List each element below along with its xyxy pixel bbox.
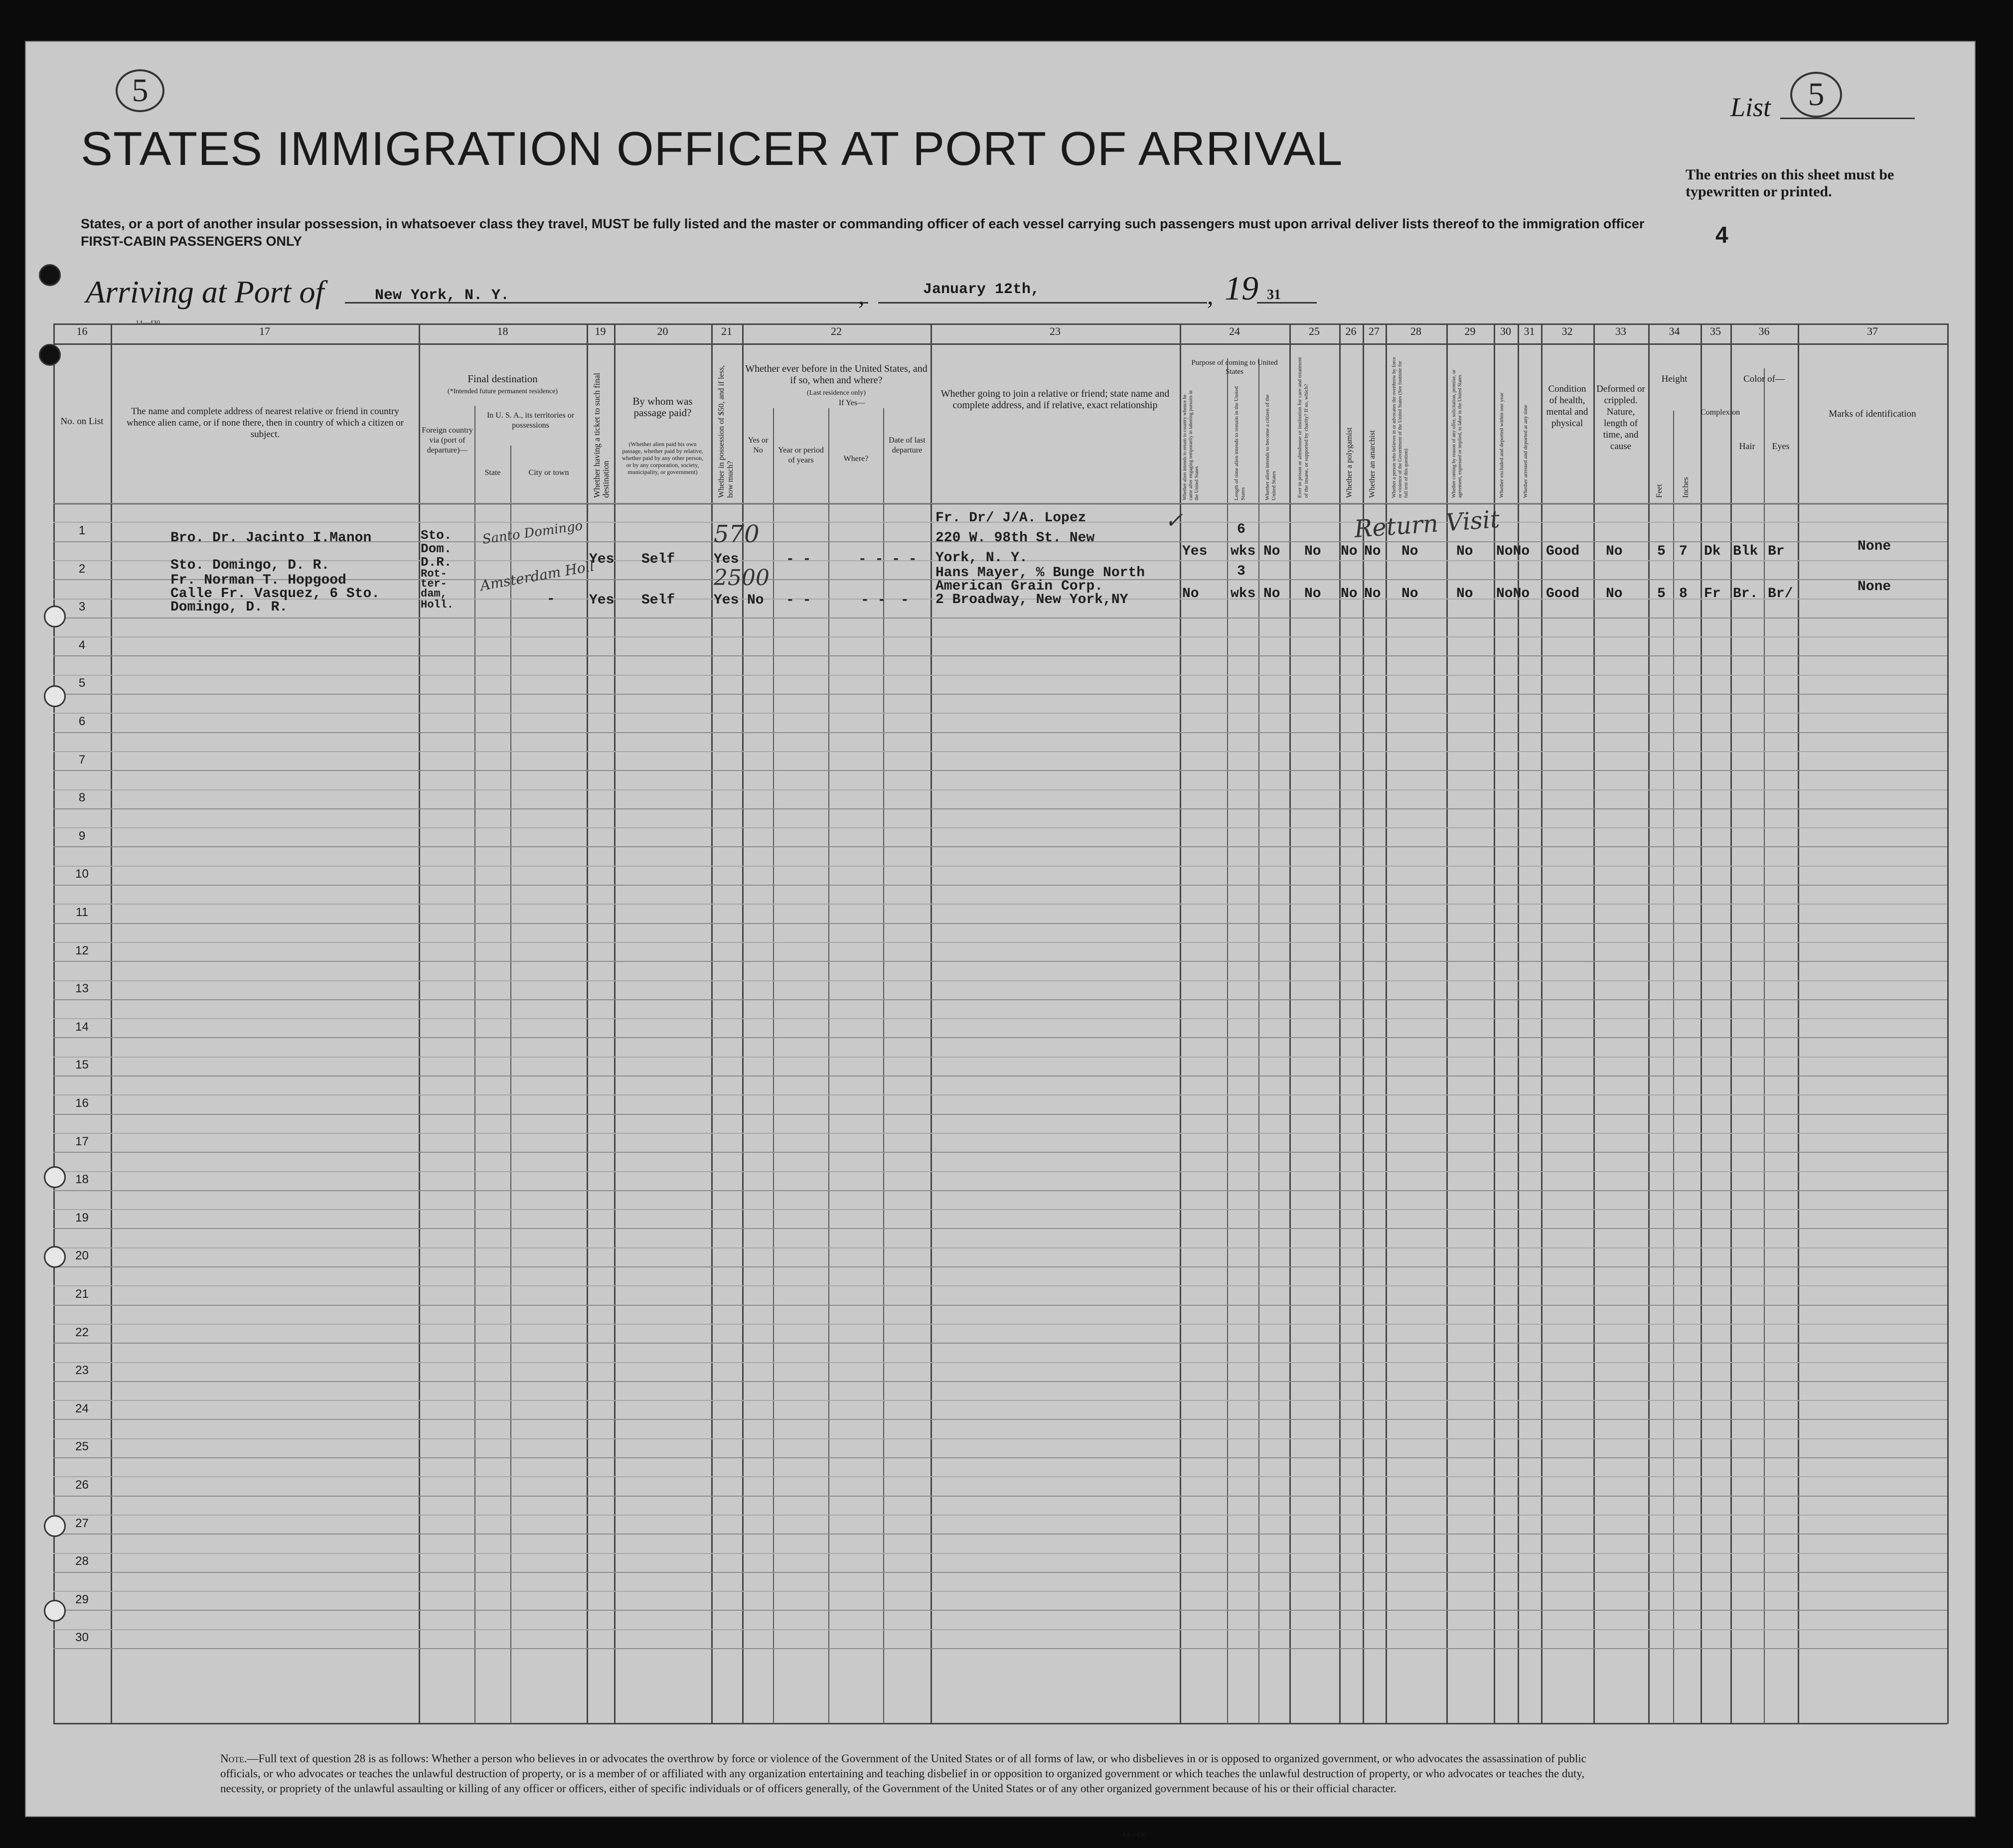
entry2-date-dash: - [901, 593, 909, 608]
header-city: City or town [528, 468, 569, 477]
date-underline [878, 302, 1207, 304]
row-line [53, 1572, 1947, 1573]
header-before-in-us: Whether ever before in the United States, and if so, when and where? [745, 363, 928, 386]
row-number: 16 [75, 1096, 89, 1110]
colnum-16: 16 [76, 325, 88, 337]
entry1-foreign-l2: Dom. [421, 541, 452, 556]
entry1-relative-line2: Sto. Domingo, D. R. [170, 558, 330, 573]
row-line [53, 961, 1947, 962]
colnum-32: 32 [1561, 325, 1573, 337]
entry1-inches: 7 [1679, 544, 1688, 559]
entry1-paid-by: Self [641, 552, 675, 567]
list-underline [1780, 118, 1915, 119]
row-line [53, 1114, 1947, 1115]
manifest-sheet [25, 41, 1976, 1839]
header-final-destination: Final destination [467, 373, 538, 385]
year-suffix: 31 [1267, 287, 1281, 303]
entry2-state-handwritten: Amsterdam Holl [478, 558, 596, 594]
entry2-money-handwritten: 2500 [714, 565, 770, 591]
colnum-33: 33 [1615, 325, 1626, 337]
entry2-health: Good [1546, 586, 1580, 602]
header-state: State [484, 468, 501, 477]
year-prefix: 19 [1225, 269, 1258, 307]
row-line [53, 1381, 1947, 1382]
cabin-class-label: FIRST-CABIN PASSENGERS ONLY [81, 234, 303, 249]
row-subline [53, 713, 1947, 714]
row-number: 18 [75, 1173, 89, 1187]
entry1-prison: No [1304, 544, 1321, 559]
entry1-feet: 5 [1657, 544, 1666, 559]
entry2-offer: No [1456, 586, 1473, 602]
arrival-port: New York, N. Y. [375, 287, 510, 304]
footnote-form-id: 14—430 [1122, 1831, 1147, 1839]
header-relative-address: The name and complete address of nearest relative or friend in country whence alien came, or if none there, then in country of which a citizen or subject. [126, 406, 404, 440]
row-number: 25 [75, 1440, 89, 1454]
entry2-eyes: Br/ [1768, 586, 1793, 602]
row-line [53, 655, 1947, 656]
row-subline [53, 1247, 1947, 1248]
row-subline [53, 751, 1947, 752]
row-number: 7 [78, 753, 86, 767]
row-number: 22 [75, 1325, 89, 1339]
entry1-deformed: No [1606, 544, 1623, 559]
entry1-marks: None [1858, 539, 1891, 554]
entry1-where-dashes: - - - - [858, 552, 917, 567]
colnum-36: 36 [1758, 325, 1770, 337]
row-number: 26 [75, 1478, 89, 1492]
header-passage-paid: By whom was passage paid? [632, 395, 693, 419]
header-year-period: Year or period of years [778, 446, 824, 464]
row-line [53, 732, 1947, 733]
row-number: 10 [75, 867, 89, 881]
header-inches: Inches [1682, 477, 1690, 498]
row-subline [53, 1362, 1947, 1363]
typewritten-note: The entries on this sheet must be typewritten or printed. [1686, 166, 1894, 200]
row-subline [53, 866, 1947, 867]
row-number: 23 [75, 1364, 89, 1378]
row-subline [53, 942, 1947, 943]
binder-hole [44, 1246, 66, 1268]
entry2-foreign-l4: Holl. [421, 599, 454, 611]
entry1-health: Good [1546, 544, 1580, 559]
entry2-foreign-l2: ter- [421, 578, 447, 590]
table-bottom-border [53, 1723, 1947, 1724]
entry2-complexion: Fr [1704, 586, 1721, 602]
header-height: Height [1661, 374, 1688, 384]
row-subline [53, 1057, 1947, 1058]
colnum-19: 19 [595, 325, 606, 337]
colnum-25: 25 [1309, 325, 1320, 337]
colnum-20: 20 [657, 325, 668, 337]
year-underline [1257, 302, 1317, 304]
entry1-offer: No [1456, 544, 1473, 559]
header-eyes: Eyes [1772, 441, 1790, 451]
row-line [53, 1457, 1947, 1458]
header-purpose-b: Length of time alien intends to remain in the United States [1234, 386, 1246, 500]
check-mark: ✓ [1165, 508, 1183, 533]
row-line [53, 1266, 1947, 1267]
row-line [53, 1152, 1947, 1153]
header-before-in-us-sub: (Last residence only) [806, 389, 866, 397]
header-health: Condition of health, mental and physical [1546, 384, 1588, 429]
colnum-divider [53, 343, 1947, 345]
row-line [53, 694, 1947, 695]
row-number: 3 [78, 600, 86, 614]
row-line [53, 1305, 1947, 1306]
entry1-join-line1: Fr. Dr/ J/A. Lopez [935, 510, 1086, 526]
row-number: 4 [78, 638, 86, 652]
entry1-overthrow: No [1401, 544, 1418, 559]
row-number: 28 [75, 1554, 89, 1568]
row-subline [53, 1591, 1947, 1592]
entry2-ticket: Yes [589, 593, 615, 608]
row-line [53, 1419, 1947, 1420]
header-offer: Whether coming by reason of any offer, solicitation, promise, or agreement, expressed or implied, to labor in the United States [1451, 369, 1463, 498]
row-number: 27 [75, 1516, 89, 1530]
row-number: 8 [78, 791, 86, 805]
entry2-join-line2: American Grain Corp. [935, 579, 1103, 594]
entry2-anarchist: No [1364, 586, 1381, 602]
binder-hole [44, 1600, 66, 1622]
colnum-24: 24 [1229, 325, 1240, 337]
header-purpose-c: Whether alien intends to become a citizen of the United States [1264, 394, 1277, 500]
row-number: 15 [75, 1058, 89, 1072]
colnum-28: 28 [1410, 325, 1421, 337]
colnum-22: 22 [831, 325, 842, 337]
row-number: 5 [78, 676, 86, 690]
row-subline [53, 1476, 1947, 1477]
footnote-text: —Full text of question 28 is as follows: Whether a person who believes in or advocates the overthrow by force or violence of the Government of the United States or of all forms of law, or who disbelieves in or is opposed to organized government, or who advocates the assassination of public officials, or who advocates or teaches the unlawful destruction of property, or is a member of or affiliated with any organization entertaining and teaching disbelief in or opposition to organized government or which teaches the unlawful destruction of property, or who advocates or teaches the duty, necessity, or propriety of the unlawful assaulting or killing of any officer or officers, either of specific individuals or of officers generally, of the Government of the United States or of any other organized government because of his or their official character. [220, 1752, 1586, 1795]
row-subline [53, 827, 1947, 828]
header-marks: Marks of identification [1829, 409, 1916, 419]
entry1-excluded-arrested: NoNo [1496, 544, 1530, 559]
binder-hole [44, 1515, 66, 1537]
row-number: 19 [75, 1211, 89, 1225]
entry2-prison: No [1304, 586, 1321, 602]
entry2-marks: None [1858, 579, 1891, 595]
entry2-feet: 5 [1657, 586, 1666, 602]
row-line [53, 923, 1947, 924]
entry1-foreign-l3: D.R. [421, 555, 452, 570]
entry1-citizen: No [1263, 544, 1280, 559]
entry2-citizen: No [1263, 586, 1280, 602]
row-line [53, 1496, 1947, 1497]
handwritten-annotation: Return Visit [1353, 505, 1501, 544]
header-foreign-country: Foreign country via (port of departure)— [422, 426, 473, 455]
row-subline [53, 1133, 1947, 1134]
row-number: 11 [76, 906, 88, 919]
colnum-17: 17 [259, 325, 270, 337]
header-no-on-list: No. on List [60, 416, 104, 427]
colnum-21: 21 [721, 325, 732, 337]
header-excluded: Whether excluded and deported within one year [1499, 392, 1505, 498]
row-subline [53, 1209, 1947, 1210]
entry2-before: No [747, 593, 764, 608]
entry1-length-num: 6 [1237, 522, 1245, 537]
row-subline [53, 1324, 1947, 1325]
entry2-deformed: No [1606, 586, 1623, 602]
entry1-foreign-l1: Sto. [421, 528, 452, 543]
row-number: 29 [75, 1592, 89, 1606]
entry2-foreign-l1: Rot- [421, 568, 447, 580]
header-complexion: Complexion [1701, 408, 1740, 417]
entry2-purpose: No [1182, 586, 1199, 602]
colnum-37: 37 [1867, 325, 1878, 337]
colnum-35: 35 [1710, 325, 1721, 337]
entry2-relative-line2: Calle Fr. Vasquez, 6 Sto. [170, 586, 380, 602]
binder-hole [39, 264, 61, 286]
entry1-complexion: Dk [1704, 544, 1721, 559]
list-label: List [1730, 92, 1771, 122]
instructions-text: States, or a port of another insular possession, in whatsoever class they travel, MUST be fully listed and the master or commanding officer of each vessel carrying such passengers must upon arrival deliver lists thereof to the immigration officer [81, 216, 1645, 231]
row-line [53, 1190, 1947, 1191]
row-line [53, 503, 1947, 504]
binder-hole [39, 344, 61, 366]
header-usa: In U. S. A., its territories or possessions [486, 411, 575, 430]
entry2-length-num: 3 [1237, 564, 1245, 579]
entry2-relative-line3: Domingo, D. R. [170, 600, 288, 615]
entry1-before-dashes: - - [786, 552, 811, 567]
footnote [220, 1751, 1591, 1796]
row-line [53, 846, 1947, 847]
row-subline [53, 789, 1947, 790]
page-title: STATES IMMIGRATION OFFICER AT PORT OF ARRIVAL [81, 122, 1343, 175]
header-purpose-a: Whether alien intends to return to country whence he came after engaging temporarily in laboring pursuits in the United States [1182, 390, 1200, 500]
row-subline [53, 1018, 1947, 1019]
colnum-23: 23 [1050, 325, 1061, 337]
footnote-label: Note. [220, 1752, 247, 1765]
row-line [53, 1610, 1947, 1611]
header-color-of: Color of— [1743, 374, 1785, 384]
manifest-table [53, 323, 1947, 1724]
entry1-length-unit: wks [1231, 544, 1256, 559]
row-number: 6 [78, 715, 86, 728]
row-subline [53, 1629, 1947, 1630]
entry2-join-line3: 2 Broadway, New York,NY [935, 592, 1128, 608]
entry1-relative-line1: Bro. Dr. Jacinto I.Manon [170, 530, 372, 546]
row-line [53, 808, 1947, 809]
row-subline [53, 1438, 1947, 1439]
entry2-relative-line1: Fr. Norman T. Hopgood [170, 573, 346, 588]
entry1-purpose: Yes [1182, 544, 1208, 559]
entry2-inches: 8 [1679, 586, 1688, 602]
entry2-length-unit: wks [1231, 586, 1256, 602]
row-number: 12 [75, 943, 89, 957]
entry2-excluded-arrested: NoNo [1496, 586, 1530, 602]
row-number: 1 [78, 524, 86, 537]
colnum-31: 31 [1524, 325, 1535, 337]
row-line [53, 770, 1947, 771]
row-subline [53, 1400, 1947, 1401]
entry1-hair: Blk [1733, 544, 1758, 559]
colnum-18: 18 [497, 325, 508, 337]
entry1-money: Yes [714, 552, 739, 567]
arriving-label: Arriving at Port of [86, 274, 324, 309]
header-date-departure: Date of last departure [889, 436, 926, 455]
colnum-27: 27 [1369, 325, 1380, 337]
row-number: 20 [75, 1249, 89, 1263]
row-number: 13 [75, 982, 89, 996]
header-arrested: Whether arrested and deported at any time [1523, 405, 1529, 498]
header-anarchist: Whether an anarchist [1368, 430, 1377, 498]
row-line [53, 1343, 1947, 1344]
row-number: 30 [75, 1631, 89, 1645]
entry2-join-line1: Hans Mayer, % Bunge North [935, 565, 1145, 581]
binder-hole [44, 606, 66, 627]
entry2-foreign-l3: dam, [421, 588, 447, 600]
row-line [53, 1228, 1947, 1229]
colnum-29: 29 [1464, 325, 1476, 337]
header-ticket: Whether having a ticket to such final destination [592, 372, 611, 498]
page-number: 4 [1715, 222, 1728, 248]
row-number: 2 [78, 562, 86, 576]
row-number: 17 [75, 1134, 89, 1148]
entry2-money: Yes [714, 593, 739, 608]
header-passage-paid-sub: (Whether alien paid his own passage, whether paid by relative, whether paid by any other person, or by any corporation, society, municipality, or government) [621, 441, 704, 475]
row-subline [53, 636, 1947, 637]
header-overthrow: Whether a person who believes in or advocates the overthrow by force or violence of the Government of the United States (See footnote for full text of this question) [1392, 357, 1409, 498]
colnum-30: 30 [1500, 325, 1511, 337]
header-final-destination-sub: (*Intended future permanent residence) [447, 388, 558, 395]
header-money: Whether in possession of $50, and if less, how much? [717, 365, 735, 498]
entry2-before-dashes: - - [786, 593, 811, 608]
entry1-join-line2: 220 W. 98th St. New [935, 530, 1095, 546]
row-subline [53, 1515, 1947, 1516]
header-hair: Hair [1739, 441, 1755, 451]
header-deformed: Deformed or crippled. Nature, length of time, and cause [1596, 384, 1645, 452]
row-line [53, 1534, 1947, 1535]
entry1-polygamist: No [1341, 544, 1358, 559]
header-feet: Feet [1655, 484, 1664, 498]
row-line [53, 617, 1947, 618]
comma: , [1207, 282, 1214, 309]
row-number: 21 [75, 1287, 89, 1301]
binder-hole [44, 1166, 66, 1188]
row-subline [53, 675, 1947, 676]
comma: , [858, 282, 865, 309]
colnum-34: 34 [1669, 325, 1680, 337]
row-line [53, 1648, 1947, 1649]
form-id: 14—430 [136, 319, 160, 327]
binder-hole [44, 685, 66, 707]
entry1-join-line3: York, N. Y. [935, 550, 1028, 566]
entry1-money-handwritten: 570 [714, 520, 760, 548]
entry2-overthrow: No [1401, 586, 1418, 602]
header-where: Where? [843, 455, 869, 463]
row-number: 9 [78, 829, 86, 843]
row-line [53, 1076, 1947, 1077]
entry2-hair: Br. [1733, 586, 1758, 602]
entry2-polygamist: No [1341, 586, 1358, 602]
row-subline [53, 904, 1947, 905]
entry2-where-dashes: - - [861, 593, 886, 608]
header-yes-or-no: Yes or No [748, 436, 769, 455]
circled-number-top-left: 5 [116, 69, 164, 112]
header-prison: Ever in prison or almshouse or institution for care and treatment of the insane, or supported by charity? If so, which? [1297, 357, 1309, 498]
row-subline [53, 1094, 1947, 1095]
header-polygamist: Whether a polygamist [1345, 427, 1354, 498]
header-if-yes: If Yes— [838, 399, 866, 407]
colnum-26: 26 [1345, 325, 1357, 337]
row-subline [53, 1553, 1947, 1554]
row-subline [53, 1285, 1947, 1286]
entry2-paid-by: Self [641, 593, 675, 608]
list-number: 5 [1790, 72, 1842, 118]
row-subline [53, 980, 1947, 981]
row-subline [53, 1171, 1947, 1172]
header-purpose: Purpose of coming to United States [1191, 359, 1278, 376]
arrival-date: January 12th, [923, 281, 1040, 298]
row-number: 14 [75, 1020, 89, 1034]
entry1-state-handwritten: Santo Domingo [481, 518, 584, 547]
entry2-state-dash: - [547, 592, 555, 607]
row-number: 24 [75, 1401, 89, 1415]
header-join-relative: Whether going to join a relative or friend; state name and complete address, and if relative, exact relationship [940, 388, 1170, 411]
entry1-eyes: Br [1768, 544, 1785, 559]
entry1-ticket: Yes [589, 552, 615, 567]
row-line [53, 1037, 1947, 1038]
row-line [53, 885, 1947, 886]
row-line [53, 999, 1947, 1000]
entry1-anarchist: No [1364, 544, 1381, 559]
